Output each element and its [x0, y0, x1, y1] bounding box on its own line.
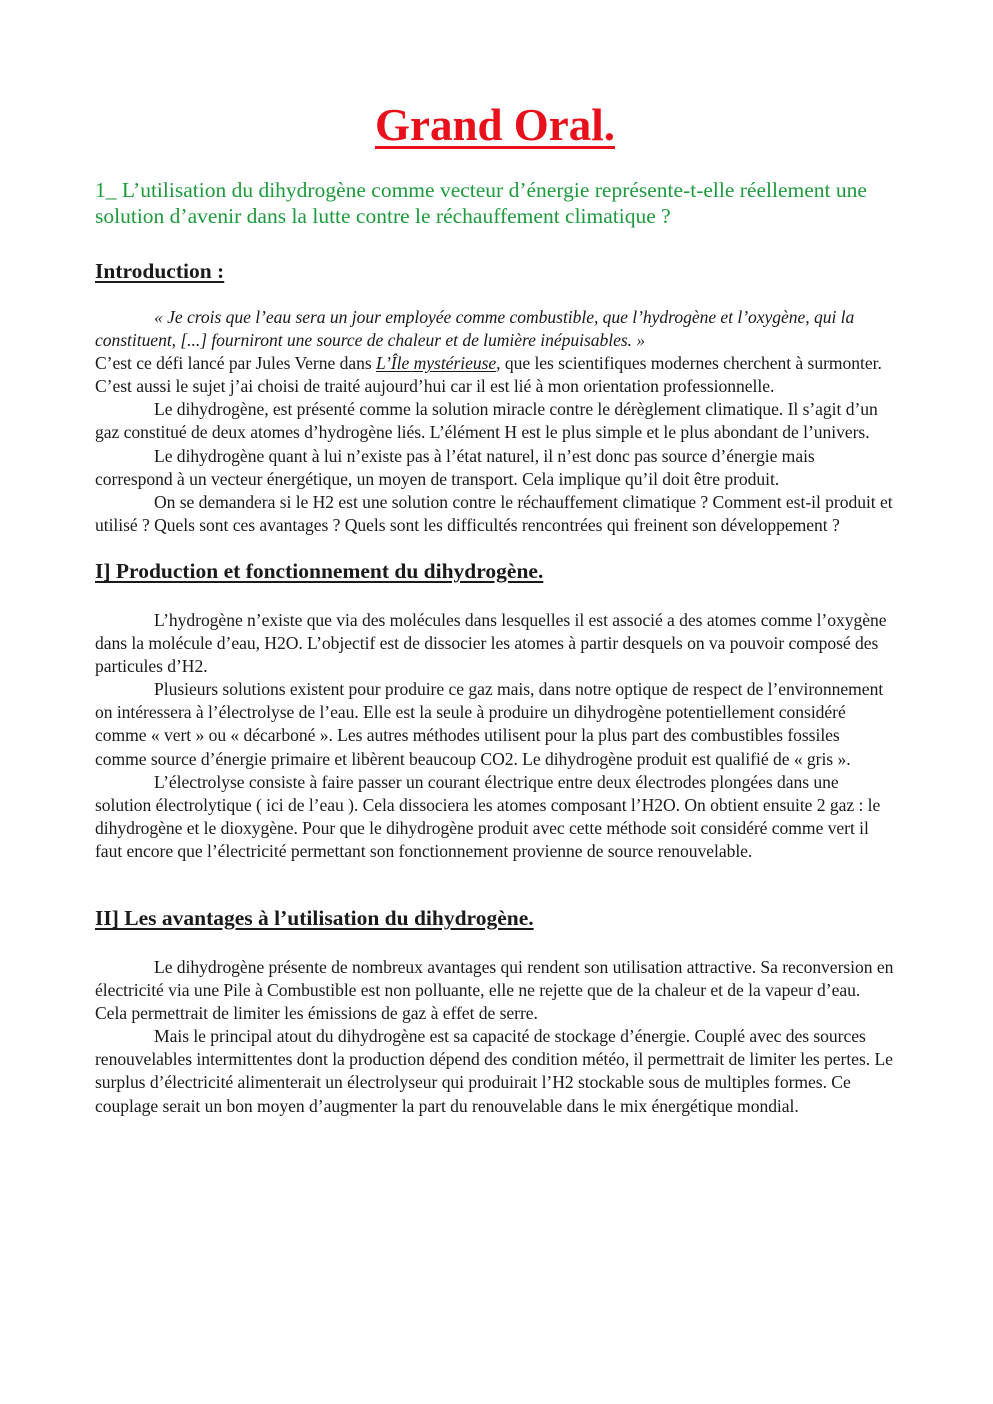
section-1-paragraph: L’électrolyse consiste à faire passer un courant électrique entre deux électrodes plongées dans une solution électrolytique ( ici de l’eau ). Cela dissociera les atomes composant l’H2O. On obtient ensuite 2 gaz : le dihydrogène et le dioxygène. Pour que le dihydrogène produit avec cette méthode soit considéré comme vert il faut encore que l’électricité permettant son fonctionnement provienne de source renouvelable.: [95, 771, 881, 861]
section-1-paragraph: Plusieurs solutions existent pour produire ce gaz mais, dans notre optique de respect de l’environnement on intéressera à l’électrolyse de l’eau. Elle est la seule à produire un dihydrogène potentiellement considéré comme « vert » ou « décarboné ». Les autres méthodes utilisent pour la plus part des combustibles fossiles comme source d’énergie primaire et libèrent beaucoup CO2. Le dihydrogène produit est qualifié de « gris ».: [95, 679, 884, 769]
section-2-paragraph: Le dihydrogène présente de nombreux avantages qui rendent son utilisation attractive. Sa reconversion en électricité via une Pile à Combustible est non polluante, elle ne rejette que de la chaleur et de la vapeur d’eau. Cela permettrait de limiter les émissions de gaz à effet de serre.: [95, 956, 894, 1024]
section-1-heading: I] Production et fonctionnement du dihydrogène.: [95, 558, 544, 583]
jules-verne-quote: « Je crois que l’eau sera un jour employée comme combustible, que l’hydrogène et l’oxygène, qui la constituent, [...] fourniront une source de chaleur et de lumière inépuisables. »: [95, 307, 855, 351]
document-page: [95, 96, 895, 1118]
introduction-paragraph: [95, 352, 895, 398]
section-2-paragraph: Mais le principal atout du dihydrogène est sa capacité de stockage d’énergie. Couplé avec des sources renouvelables intermittentes dont la production dépend des condition météo, il permettrait de limiter les pertes. Le surplus d’électricité alimenterait un électrolyseur qui produirait l’H2 stockable sous de multiples formes. Ce couplage serait un bon moyen d’augmenter la part du renouvelable dans le mix énergétique mondial.: [95, 1026, 893, 1116]
introduction-heading: Introduction :: [95, 259, 225, 283]
research-question: 1_ L’utilisation du dihydrogène comme vecteur d’énergie représente-t-elle réellement une solution d’avenir dans la lutte contre le réchauffement climatique ?: [95, 178, 867, 228]
intro-text-after: , que les scientifiques modernes cherchent à surmonter. C’est aussi le sujet j’ai choisi de traité aujourd’hui car il est lié à mon orientation professionnelle.: [95, 353, 882, 397]
introduction-body: [95, 306, 895, 537]
section-2-body: [95, 956, 895, 1118]
introduction-paragraph: Le dihydrogène quant à lui n’existe pas à l’état naturel, il n’est donc pas source d’énergie mais correspond à un vecteur énergétique, un moyen de transport. Cela implique qu’il doit être produit.: [95, 445, 815, 489]
section-2-heading: II] Les avantages à l’utilisation du dihydrogène.: [95, 905, 534, 930]
section-1-paragraph: L’hydrogène n’existe que via des molécules dans lesquelles il est associé a des atomes comme l’oxygène dans la molécule d’eau, H2O. L’objectif est de dissocier les atomes à partir desquels on va pouvoir composé des particules d’H2.: [95, 609, 887, 677]
section-1-body: [95, 609, 895, 863]
introduction-paragraph: On se demandera si le H2 est une solution contre le réchauffement climatique ? Comment est-il produit et utilisé ? Quels sont ces avantages ? Quels sont les difficultés rencontrées qui freinent son développement ?: [95, 491, 893, 535]
book-title: L’Île mystérieuse: [375, 353, 497, 374]
introduction-paragraph: Le dihydrogène, est présenté comme la solution miracle contre le dérèglement climatique. Il s’agit d’un gaz constitué de deux atomes d’hydrogène liés. L’élément H est le plus simple et le plus abondant de l’univers.: [95, 399, 878, 443]
intro-text-before: C’est ce défi lancé par Jules Verne dans: [95, 353, 376, 374]
page-title: Grand Oral.: [374, 100, 615, 150]
